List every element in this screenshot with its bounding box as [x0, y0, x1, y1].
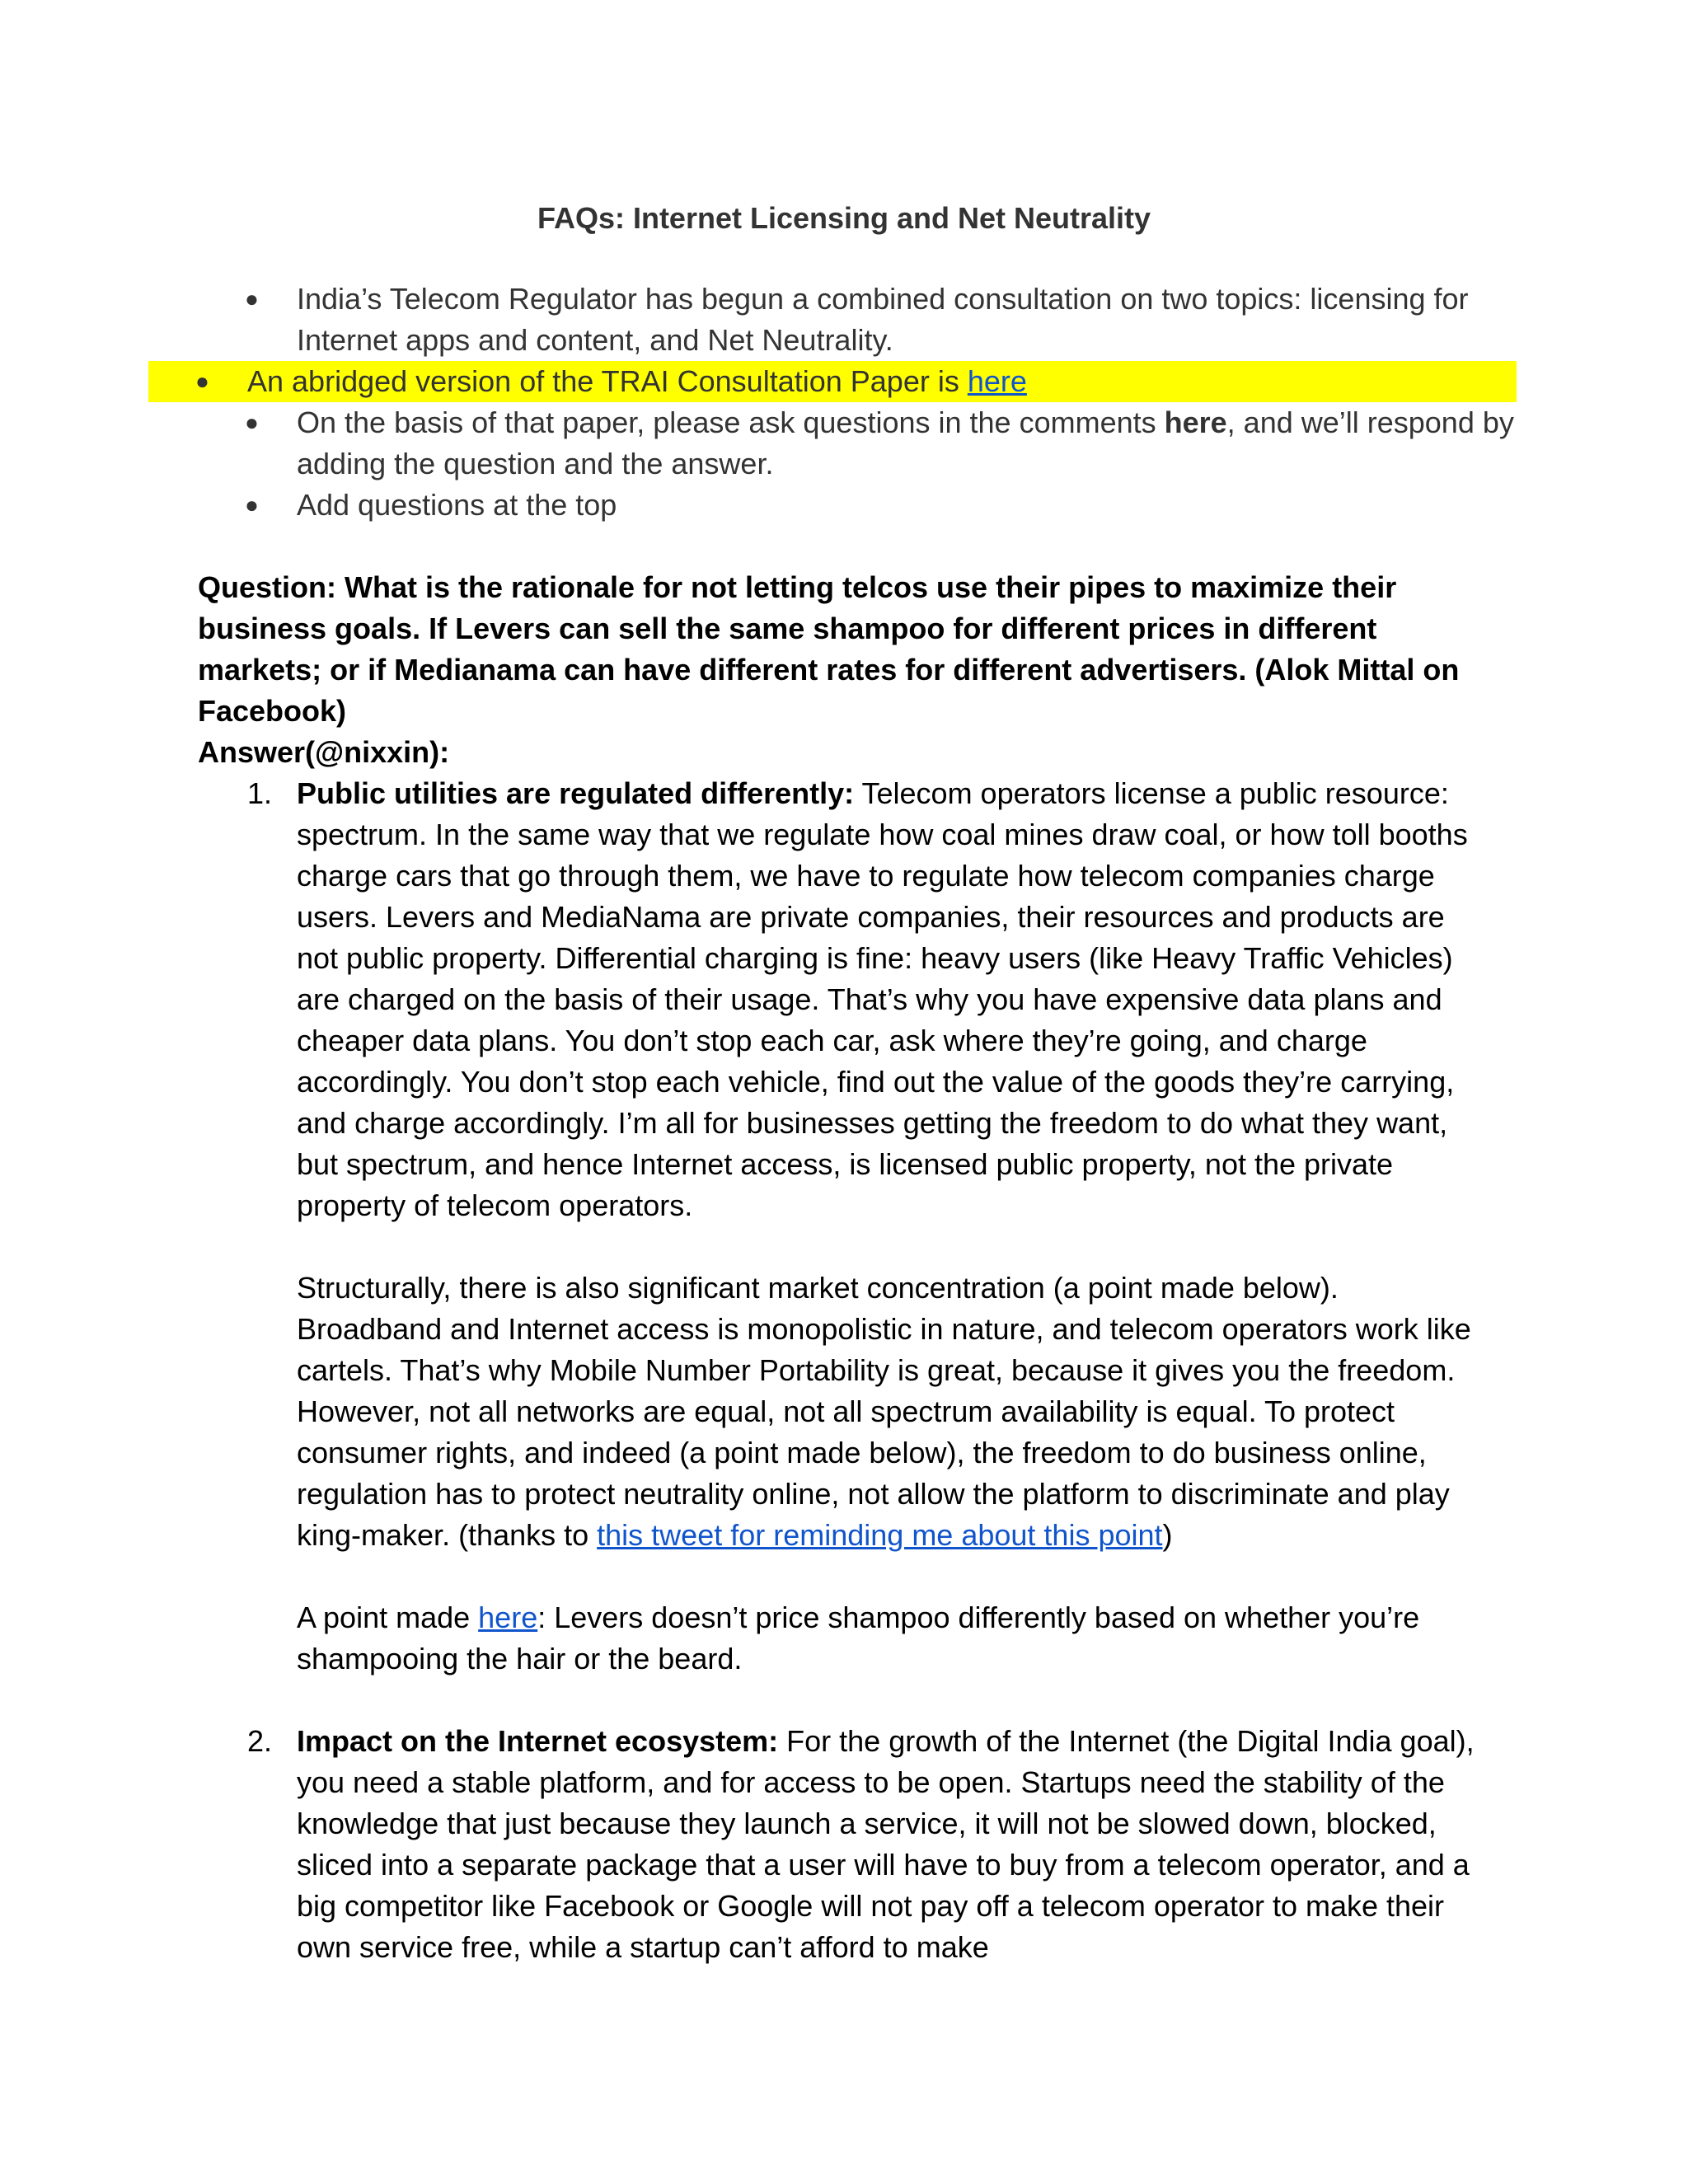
item-paragraph — [297, 773, 1492, 1226]
bullet-item — [198, 279, 1517, 361]
bullet-text: On the basis of that paper, please ask questions in the comments — [297, 405, 1165, 439]
answer-label: Answer(@nixxin): — [198, 735, 450, 769]
item-paragraph — [297, 1268, 1492, 1556]
paragraph-spacer — [297, 1680, 1492, 1721]
intro-bullet-list — [195, 279, 1517, 526]
bullet-text: An abridged version of the TRAI Consultation Paper is — [247, 364, 968, 398]
bullet-text: , and we’ll respond by adding the question and the answer. — [297, 405, 1514, 480]
bullet-text: India’s Telecom Regulator has begun a combined consultation on two topics: licensing for Internet apps and content, and Net Neutrality. — [297, 282, 1469, 357]
item-text: Structurally, there is also significant market concentration (a point made below). Broadband and Internet access is monopolistic in nature, and telecom operators work like cartels. That’s why Mobile Number Portability is great, because it gives you the freedom. However, not all networks are equal, not all spectrum availability is equal. To protect consumer rights, and indeed (a point made below), the freedom to do business online, regulation has to protect neutrality online, not allow the platform to discriminate and play king-maker. (thanks to — [297, 1271, 1471, 1552]
item-paragraph — [297, 1597, 1492, 1680]
bullet-bold-text: here — [1164, 405, 1227, 439]
bullet-text: Add questions at the top — [297, 488, 617, 522]
paragraph-spacer — [297, 1226, 1492, 1268]
consultation-paper-link[interactable]: here — [967, 364, 1027, 398]
bullet-item — [198, 485, 1517, 526]
item-heading: Impact on the Internet ecosystem: — [297, 1724, 779, 1758]
bullet-item — [198, 402, 1517, 485]
point-made-here-link[interactable]: here — [478, 1601, 538, 1634]
bullet-dot-icon: ● — [245, 286, 259, 312]
bullet-dot-icon: ● — [245, 492, 259, 518]
bullet-dot-icon: ● — [195, 368, 209, 394]
question-heading: Question: What is the rationale for not letting telcos use their pipes to maximize their business goals. If Levers can sell the same shampoo for different prices in different markets; or if Medianama can have different rates for different advertisers. (Alok Mittal on Facebook) — [198, 570, 1460, 728]
paragraph-spacer — [297, 1556, 1492, 1597]
bullet-dot-icon: ● — [245, 410, 259, 435]
item-paragraph — [297, 1721, 1492, 1968]
tweet-link[interactable]: this tweet for reminding me about this point — [597, 1518, 1163, 1552]
item-text: ) — [1162, 1518, 1173, 1552]
answer-list-item — [198, 773, 1492, 1721]
bullet-item-highlighted — [148, 361, 1517, 402]
item-text: A point made — [297, 1601, 479, 1634]
item-heading: Public utilities are regulated differently: — [297, 776, 855, 810]
answer-list-item — [198, 1721, 1492, 1968]
page-title: FAQs: Internet Licensing and Net Neutrality — [537, 201, 1151, 235]
list-number: 2. — [247, 1724, 273, 1758]
answer-numbered-list — [198, 773, 1517, 1968]
item-text: For the growth of the Internet (the Digital India goal), you need a stable platform, and for access to be open. Startups need the stability of the knowledge that just because they launch a service, it will not be slowed down, blocked, sliced into a separate package that a user will have to buy from a telecom operator, and a big competitor like Facebook or Google will not pay off a telecom operator to make their own service free, while a startup can’t afford to make — [297, 1724, 1475, 1964]
item-text: Telecom operators license a public resource: spectrum. In the same way that we regulate how coal mines draw coal, or how toll booths charge cars that go through them, we have to regulate how telecom companies charge users. Levers and MediaNama are private companies, their resources and products are not public property. Differential charging is fine: heavy users (like Heavy Traffic Vehicles) are charged on the basis of their usage. That’s why you have expensive data plans and cheaper data plans. You don’t stop each car, ask where they’re going, and charge accordingly. You don’t stop each vehicle, find out the value of the goods they’re carrying, and charge accordingly. I’m all for businesses getting the freedom to do what they want, but spectrum, and hence Internet access, is licensed public property, not the private property of telecom operators. — [297, 776, 1468, 1222]
list-number: 1. — [247, 776, 273, 810]
item-text: : Levers doesn’t price shampoo differently based on whether you’re shampooing the hair or the beard. — [297, 1601, 1420, 1675]
